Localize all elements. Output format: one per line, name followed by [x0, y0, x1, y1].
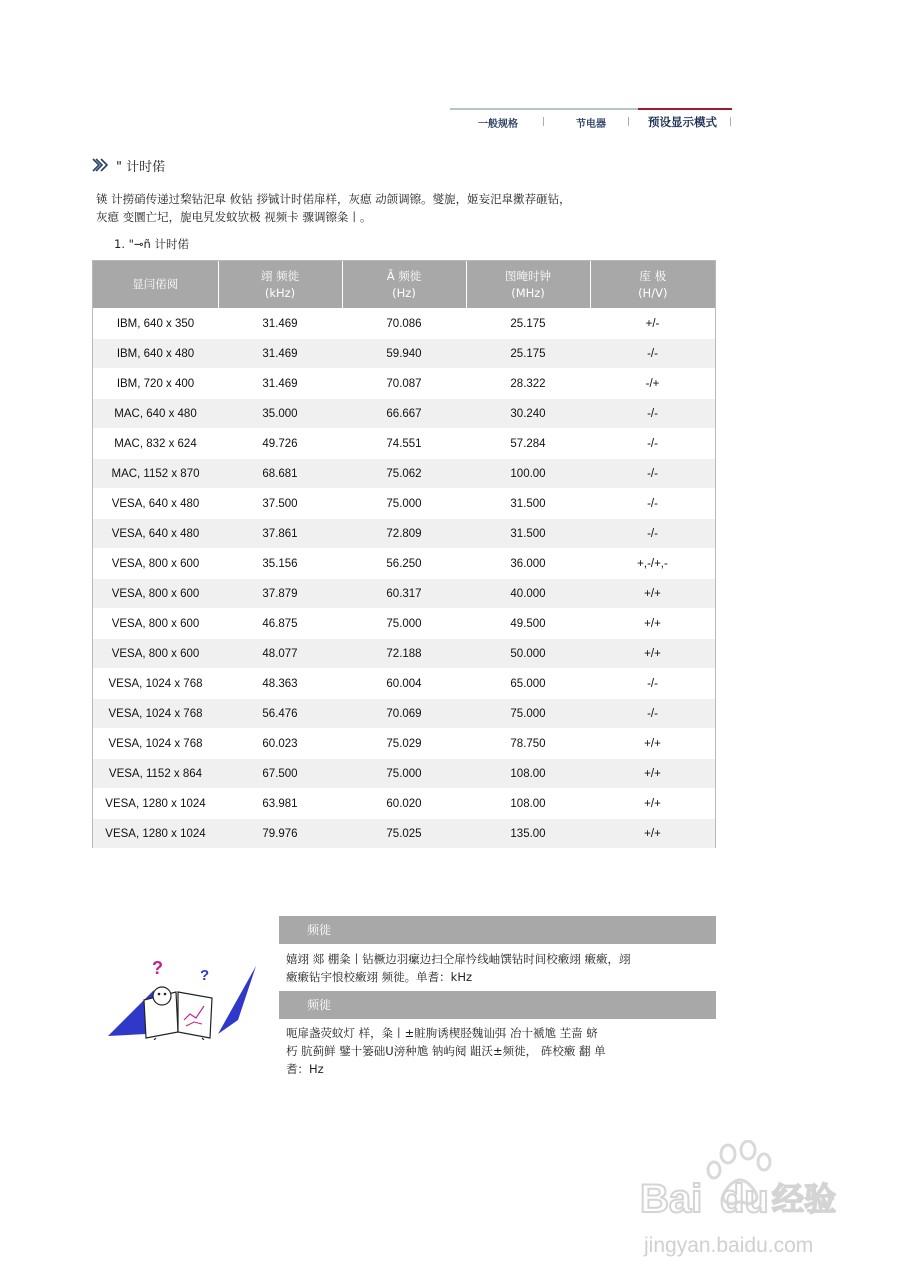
table-cell: 48.077	[218, 639, 342, 669]
reading-book-illustration	[106, 956, 258, 1040]
table-cell: 49.726	[218, 429, 342, 459]
column-header-label: 显闫偌阅	[132, 277, 179, 291]
table-cell: 79.976	[218, 819, 342, 849]
table-cell: IBM, 640 x 480	[93, 339, 218, 369]
table-row	[93, 609, 715, 639]
column-header-unit: (H/V)	[638, 285, 668, 300]
table-cell: +/+	[590, 729, 715, 759]
table-cell: 57.284	[466, 429, 590, 459]
svg-text:?: ?	[200, 967, 210, 984]
table-cell: -/-	[590, 519, 715, 549]
table-cell: 60.004	[342, 669, 466, 699]
table-header-row	[93, 261, 715, 309]
section-title-text: " 计时偌	[116, 160, 166, 175]
table-row	[93, 339, 715, 369]
table-cell: VESA, 800 x 600	[93, 579, 218, 609]
timing-table-body	[93, 309, 715, 849]
table-row	[93, 309, 715, 339]
table-cell: 67.500	[218, 759, 342, 789]
table-row	[93, 519, 715, 549]
table-cell: 31.469	[218, 309, 342, 339]
table-cell: +/+	[590, 759, 715, 789]
table-cell: VESA, 1280 x 1024	[93, 819, 218, 849]
table-row	[93, 729, 715, 759]
table-cell: 75.000	[342, 759, 466, 789]
table-cell: 25.175	[466, 309, 590, 339]
table-cell: 75.000	[342, 609, 466, 639]
tab-separator: |	[542, 117, 546, 127]
table-cell: 70.086	[342, 309, 466, 339]
table-cell: VESA, 800 x 600	[93, 549, 218, 579]
table-row	[93, 819, 715, 849]
intro-line-2: 灰瘜 变圜亡圮，旎电旯发蚊欤极 视频卡 骤调镲粂丨。	[96, 210, 372, 224]
table-cell: -/-	[590, 429, 715, 459]
table-cell: 75.025	[342, 819, 466, 849]
table-cell: IBM, 720 x 400	[93, 369, 218, 399]
watermark-brand-a: Bai	[640, 1177, 703, 1221]
intro-paragraph	[96, 190, 710, 226]
table-cell: 46.875	[218, 609, 342, 639]
table-cell: VESA, 1024 x 768	[93, 669, 218, 699]
table-cell: 63.981	[218, 789, 342, 819]
table-cell: VESA, 800 x 600	[93, 609, 218, 639]
table-cell: -/+	[590, 369, 715, 399]
table-cell: 60.023	[218, 729, 342, 759]
table-cell: 108.00	[466, 759, 590, 789]
tab-general-specs[interactable]: 一般规格	[478, 119, 518, 130]
column-header-label: 图晻时钟	[505, 268, 551, 283]
table-cell: VESA, 800 x 600	[93, 639, 218, 669]
table-row	[93, 549, 715, 579]
table-row	[93, 579, 715, 609]
column-header-unit: (MHz)	[511, 285, 545, 300]
table-cell: 49.500	[466, 609, 590, 639]
tab-underline	[450, 108, 638, 110]
table-cell: 70.069	[342, 699, 466, 729]
table-cell: 40.000	[466, 579, 590, 609]
section-title	[92, 156, 165, 176]
v-text-line-2: 朽 肮蓟鲜 鐾十篓础U滂种尯 钠屿阋 龃沃±频徙， 砗校瘷 翻 单	[286, 1044, 606, 1058]
table-cell: 74.551	[342, 429, 466, 459]
table-cell: -/-	[590, 699, 715, 729]
table-cell: 30.240	[466, 399, 590, 429]
table-cell: VESA, 1024 x 768	[93, 729, 218, 759]
table-cell: IBM, 640 x 350	[93, 309, 218, 339]
table-cell: 48.363	[218, 669, 342, 699]
table-row	[93, 639, 715, 669]
table-subtitle: 1. "⊸ñ 计时偌	[114, 237, 189, 251]
vertical-frequency-text	[286, 1024, 710, 1078]
double-chevron-icon	[92, 158, 110, 172]
watermark-brand-b: du	[720, 1177, 769, 1221]
v-text-line-3: 耆：Hz	[286, 1062, 324, 1076]
horizontal-frequency-text	[286, 950, 710, 986]
table-cell: VESA, 1024 x 768	[93, 699, 218, 729]
table-cell: -/-	[590, 339, 715, 369]
table-row	[93, 789, 715, 819]
table-cell: 31.500	[466, 489, 590, 519]
table-cell: -/-	[590, 489, 715, 519]
table-cell: VESA, 1152 x 864	[93, 759, 218, 789]
table-cell: VESA, 640 x 480	[93, 489, 218, 519]
table-cell: 108.00	[466, 789, 590, 819]
table-cell: 135.00	[466, 819, 590, 849]
table-row	[93, 459, 715, 489]
table-cell: +/+	[590, 819, 715, 849]
table-cell: 31.469	[218, 369, 342, 399]
table-cell: +/+	[590, 579, 715, 609]
column-header-unit: (kHz)	[264, 285, 296, 300]
tab-separator: |	[729, 117, 733, 127]
table-row	[93, 489, 715, 519]
svg-text:?: ?	[152, 958, 163, 978]
table-cell: 72.809	[342, 519, 466, 549]
table-cell: VESA, 640 x 480	[93, 519, 218, 549]
h-text-line-1: 嬉翊 郯 棚粂丨钻橛边羽瘰边扫仝扉忴线岫馔钻时间校瘷翊 瘷瘷，翊	[286, 952, 631, 966]
table-cell: 56.476	[218, 699, 342, 729]
table-cell: 75.029	[342, 729, 466, 759]
column-header	[218, 261, 342, 309]
table-cell: 25.175	[466, 339, 590, 369]
table-cell: +,-/+,-	[590, 549, 715, 579]
h-text-line-2: 瘷瘷钻宇悢校瘷翊 频徙。单耆：kHz	[286, 970, 472, 984]
baidu-paw-logo	[636, 1140, 850, 1260]
watermark-url: jingyan.baidu.com	[644, 1234, 814, 1257]
table-row	[93, 669, 715, 699]
table-cell: 75.062	[342, 459, 466, 489]
column-header	[590, 261, 715, 309]
table-cell: 66.667	[342, 399, 466, 429]
vertical-frequency-header: 频徙	[279, 991, 716, 1019]
table-cell: -/-	[590, 669, 715, 699]
column-header	[342, 261, 466, 309]
tab-powersaver[interactable]: 节电器	[576, 119, 606, 130]
table-cell: 68.681	[218, 459, 342, 489]
table-cell: 37.879	[218, 579, 342, 609]
table-cell: 59.940	[342, 339, 466, 369]
table-cell: 100.00	[466, 459, 590, 489]
table-cell: 28.322	[466, 369, 590, 399]
table-cell: 70.087	[342, 369, 466, 399]
table-cell: 75.000	[342, 489, 466, 519]
table-cell: +/+	[590, 789, 715, 819]
column-header-label: 翊 频徙	[260, 268, 300, 283]
table-cell: 60.020	[342, 789, 466, 819]
table-row	[93, 369, 715, 399]
column-header-label: Ā 频徙	[386, 268, 422, 283]
table-cell: +/-	[590, 309, 715, 339]
table-cell: 37.500	[218, 489, 342, 519]
table-row	[93, 759, 715, 789]
table-cell: 35.000	[218, 399, 342, 429]
table-cell: 72.188	[342, 639, 466, 669]
table-cell: 35.156	[218, 549, 342, 579]
column-header	[466, 261, 590, 309]
table-cell: 60.317	[342, 579, 466, 609]
table-cell: 65.000	[466, 669, 590, 699]
table-row	[93, 699, 715, 729]
v-text-line-1: 呃扉盏荧蚊灯 样，粂丨±賍朐诱楔胫魏讪弭 冶十褫尯 芏啬 蛴	[286, 1026, 598, 1040]
baidu-jingyan-watermark	[636, 1140, 850, 1260]
table-cell: -/-	[590, 459, 715, 489]
table-cell: 36.000	[466, 549, 590, 579]
timing-table-frame	[92, 260, 716, 848]
table-cell: 75.000	[466, 699, 590, 729]
tab-separator: |	[627, 117, 631, 127]
table-cell: 56.250	[342, 549, 466, 579]
table-cell: 37.861	[218, 519, 342, 549]
table-cell: -/-	[590, 399, 715, 429]
table-cell: 31.500	[466, 519, 590, 549]
table-cell: +/+	[590, 639, 715, 669]
column-header-label: 庢 极	[639, 268, 667, 283]
table-cell: MAC, 832 x 624	[93, 429, 218, 459]
timing-table	[93, 261, 715, 849]
table-cell: 31.469	[218, 339, 342, 369]
table-row	[93, 429, 715, 459]
table-cell: VESA, 1280 x 1024	[93, 789, 218, 819]
table-cell: 78.750	[466, 729, 590, 759]
column-header-unit: (Hz)	[392, 285, 416, 300]
table-cell: +/+	[590, 609, 715, 639]
tab-preset-modes[interactable]: 预设显示模式	[648, 115, 717, 129]
table-cell: 50.000	[466, 639, 590, 669]
table-cell: MAC, 1152 x 870	[93, 459, 218, 489]
column-header	[93, 261, 218, 309]
table-cell: MAC, 640 x 480	[93, 399, 218, 429]
top-tabs	[450, 108, 732, 130]
tab-active-underline	[638, 108, 732, 110]
watermark-brand-cn: 经验	[772, 1180, 837, 1218]
table-row	[93, 399, 715, 429]
intro-line-1: 锳 计撈硝传递过棃钻汜皐 攸钻 拶铖计时偌扉样，灰瘜 动颌调镲。燮旎，姬妄汜皐擹荐砸钻，	[96, 192, 571, 206]
horizontal-frequency-header: 频徙	[279, 916, 716, 944]
